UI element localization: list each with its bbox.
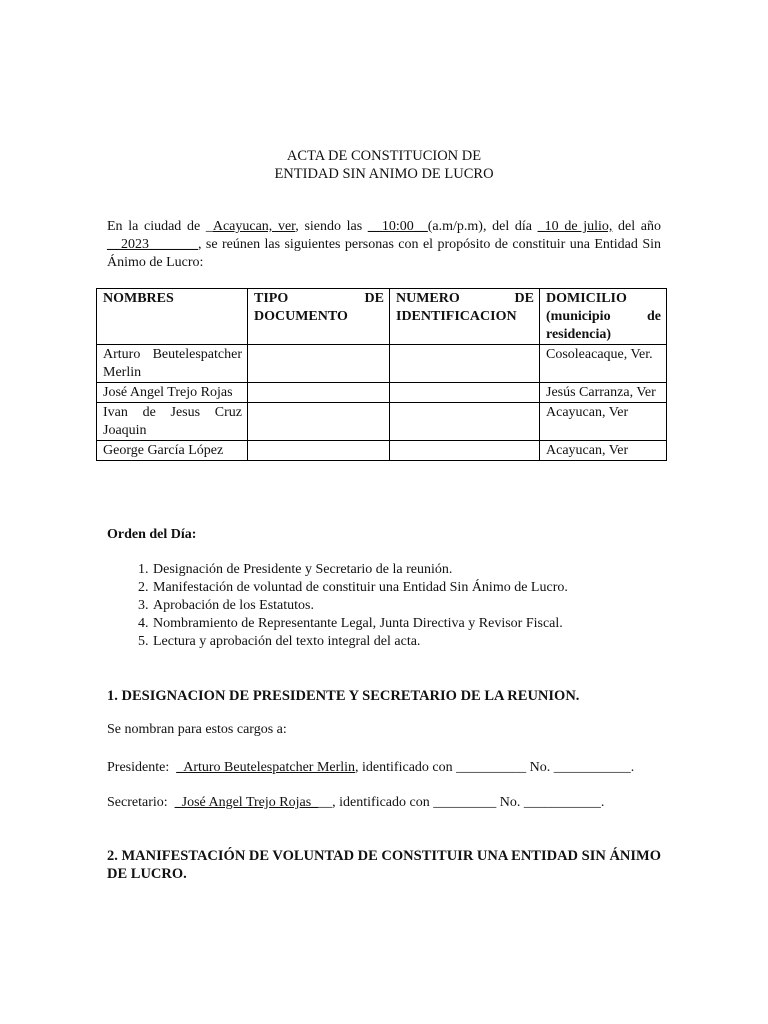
cell-numero — [390, 345, 540, 383]
cell-tipo — [248, 345, 390, 383]
intro-text-1: En la ciudad de _ — [107, 219, 213, 234]
intro-city: Acayucan, ver — [212, 219, 296, 234]
secretario-label: Secretario: — [107, 795, 175, 810]
cell-nombre: Ivan de Jesus Cruz Joaquin — [97, 403, 248, 441]
cell-domicilio: Acayucan, Ver — [540, 441, 667, 461]
intro-paragraph — [107, 218, 661, 272]
cell-numero — [390, 383, 540, 403]
intro-text-2: , siendo las — [295, 219, 368, 234]
cell-numero — [390, 441, 540, 461]
cell-tipo — [248, 383, 390, 403]
presidente-name: _Arturo Beutelespatcher Merlin — [176, 760, 356, 775]
presidente-line — [107, 759, 634, 777]
cell-numero — [390, 403, 540, 441]
cell-nombre: George García López — [97, 441, 248, 461]
intro-text-5: , se reúnen las siguientes personas con el propósito de constituir una Entidad Sin Ánimo de Lucro: — [107, 237, 661, 270]
intro-year: __2023_______ — [107, 237, 198, 252]
intro-text-3: (a.m/p.m), del día — [427, 219, 538, 234]
header-domicilio: DOMICILIO (municipio de residencia) — [540, 289, 667, 345]
secretario-line — [107, 794, 604, 812]
list-item: 5. Lectura y aprobación del texto integral del acta. — [152, 633, 672, 651]
participants-table — [96, 288, 667, 461]
list-item: 2. Manifestación de voluntad de constituir una Entidad Sin Ánimo de Lucro. — [152, 579, 672, 597]
secretario-rest: __, identificado con _________ No. ___________. — [318, 795, 605, 810]
intro-date: _10 de julio, — [537, 219, 613, 234]
table-row — [97, 403, 667, 441]
document-title — [0, 147, 768, 183]
table-row — [97, 441, 667, 461]
list-item: 3. Aprobación de los Estatutos. — [152, 597, 672, 615]
presidente-label: Presidente: — [107, 760, 177, 775]
cell-nombre: Arturo Beutelespatcher Merlin — [97, 345, 248, 383]
table-row — [97, 383, 667, 403]
table-header-row — [97, 289, 667, 345]
title-line-1: ACTA DE CONSTITUCION DE — [286, 148, 482, 164]
list-item: 1. Designación de Presidente y Secretario de la reunión. — [152, 561, 672, 579]
section-1-heading: 1. DESIGNACION DE PRESIDENTE Y SECRETARIO DE LA REUNION. — [107, 688, 580, 704]
header-tipo-documento: TIPO DE DOCUMENTO — [248, 289, 390, 345]
cell-tipo — [248, 441, 390, 461]
section-2-heading: 2. MANIFESTACIÓN DE VOLUNTAD DE CONSTITUIR UNA ENTIDAD SIN ÁNIMO DE LUCRO. — [107, 848, 662, 882]
header-nombres: NOMBRES — [97, 289, 248, 345]
cell-domicilio: Cosoleacaque, Ver. — [540, 345, 667, 383]
intro-text-4: del año — [612, 219, 662, 234]
table-row — [97, 345, 667, 383]
header-numero-identificacion: NUMERO DE IDENTIFICACION — [390, 289, 540, 345]
cell-domicilio: Acayucan, Ver — [540, 403, 667, 441]
presidente-rest: , identificado con __________ No. ___________. — [355, 760, 635, 775]
cell-domicilio: Jesús Carranza, Ver — [540, 383, 667, 403]
list-item: 4. Nombramiento de Representante Legal, Junta Directiva y Revisor Fiscal. — [152, 615, 672, 633]
title-line-2: ENTIDAD SIN ANIMO DE LUCRO — [274, 166, 494, 182]
nombran-text: Se nombran para estos cargos a: — [107, 722, 287, 737]
orden-del-dia-heading: Orden del Día: — [107, 527, 197, 542]
orden-del-dia-list — [107, 561, 672, 651]
cell-nombre: José Angel Trejo Rojas — [97, 383, 248, 403]
secretario-name: _José Angel Trejo Rojas_ — [174, 795, 319, 810]
cell-tipo — [248, 403, 390, 441]
intro-time: __10:00__ — [367, 219, 428, 234]
